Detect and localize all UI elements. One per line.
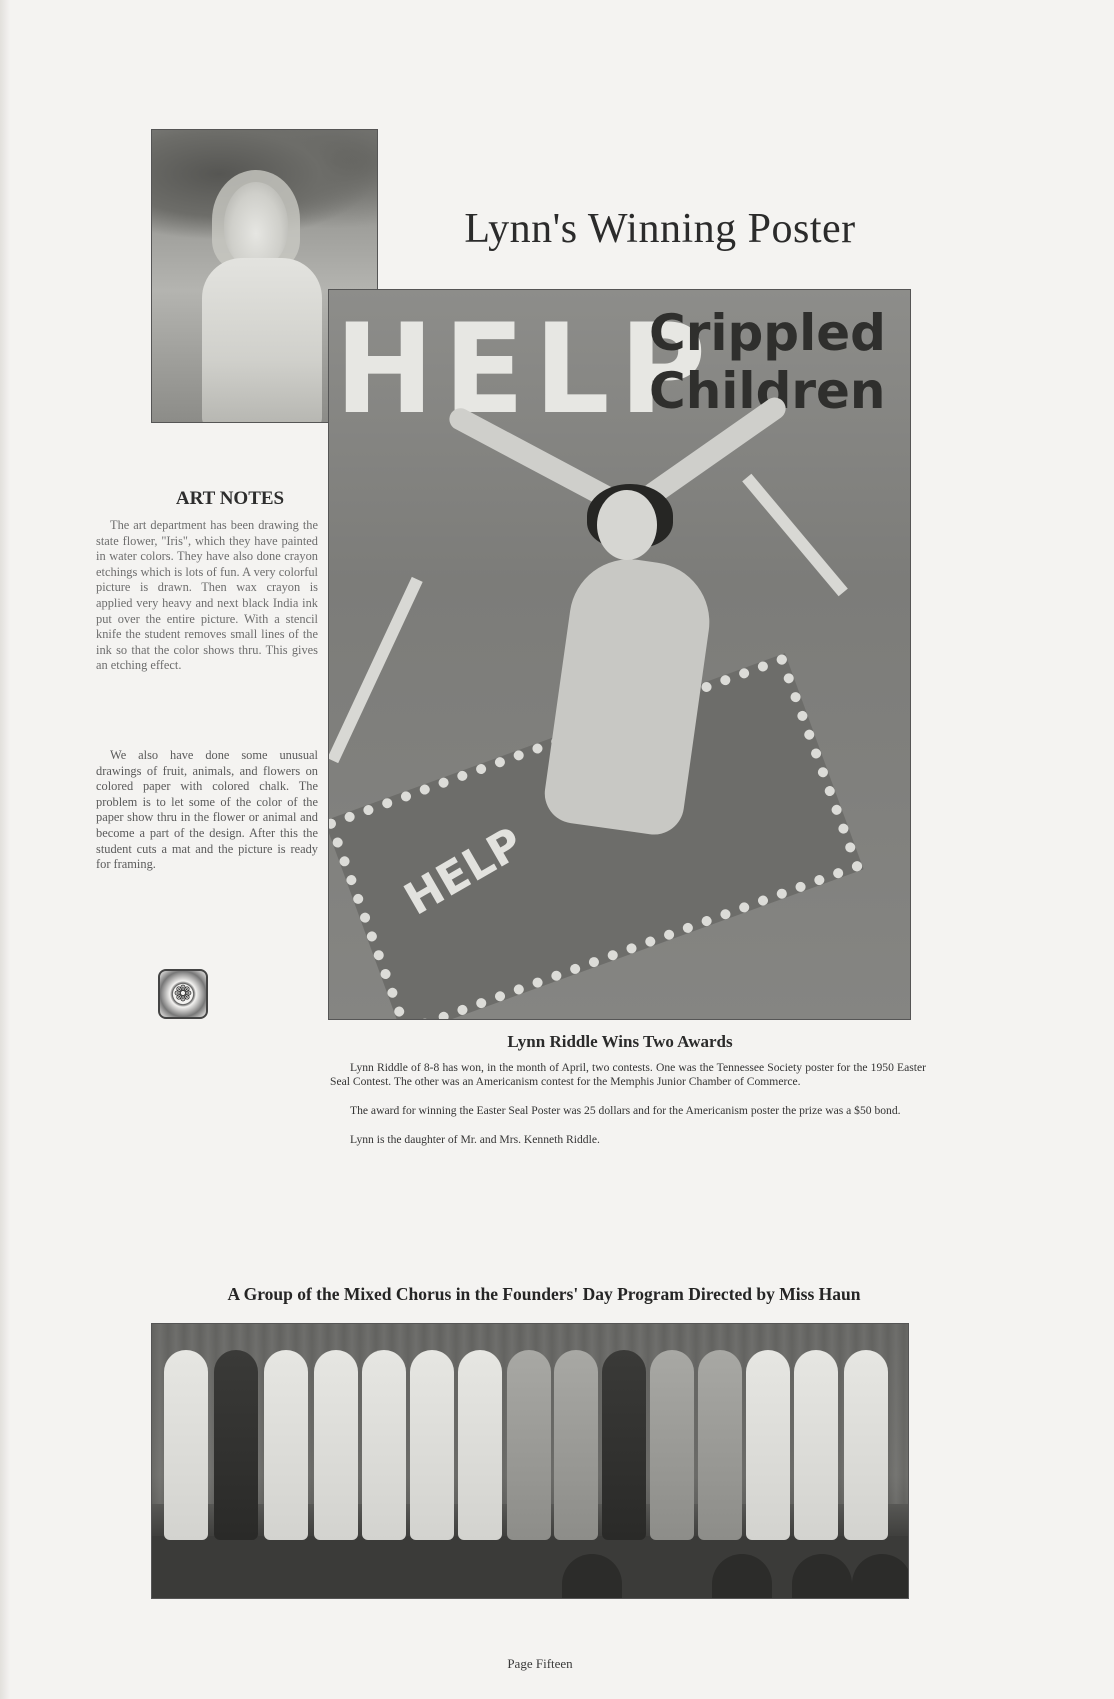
awards-title: Lynn Riddle Wins Two Awards xyxy=(507,1032,733,1051)
chorus-singer xyxy=(746,1350,790,1540)
crutch-right xyxy=(742,474,848,597)
chorus-photo xyxy=(151,1323,909,1599)
poster-help-text: HELP xyxy=(335,296,717,442)
art-notes-paragraph: We also have done some unusual drawings of fruit, animals, and flowers on colored paper with colored chalk. The problem is to let some of the color of the paper show thru in the flower or animal and become a part of the design. After this the student cuts a mat and the picture is ready for framing. xyxy=(96,748,318,872)
photo-subject-body xyxy=(202,258,322,423)
art-notes-title: ART NOTES xyxy=(175,488,285,509)
page-edge xyxy=(0,0,10,1699)
poster-children-text: Children xyxy=(649,362,886,420)
chorus-singer xyxy=(844,1350,888,1540)
chorus-singer xyxy=(314,1350,358,1540)
awards-paragraph: The award for winning the Easter Seal Poster was 25 dollars and for the Americanism poster the prize was a $50 bond. xyxy=(350,1104,901,1117)
awards-paragraph: Lynn Riddle of 8-8 has won, in the month of April, two contests. One was the Tennessee Society poster for the 1950 Easter Seal Contest. The other was an Americanism contest for the Memphis Junior Chamber of Commerce. xyxy=(330,1061,926,1089)
page-headline: Lynn's Winning Poster xyxy=(464,206,856,252)
poster-crippled-text: Crippled xyxy=(649,304,886,362)
chorus-singer xyxy=(362,1350,406,1540)
ornament-icon: ❁ xyxy=(158,969,208,1019)
chorus-singer xyxy=(794,1350,838,1540)
photo-subject-head xyxy=(224,182,288,268)
chorus-singer xyxy=(214,1350,258,1540)
figure-head xyxy=(597,490,657,560)
chorus-singer xyxy=(602,1350,646,1540)
chorus-singer xyxy=(554,1350,598,1540)
chorus-singer xyxy=(410,1350,454,1540)
chorus-singer xyxy=(164,1350,208,1540)
chorus-singer xyxy=(507,1350,551,1540)
chorus-singer xyxy=(650,1350,694,1540)
stamp-help-text: HELP xyxy=(396,817,532,926)
art-notes-paragraph: The art department has been drawing the state flower, "Iris", which they have painted in water colors. They have also done crayon etchings which is lots of fun. A very colorful picture is drawn. Then wax crayon is applied very heavy and next black India ink put over the entire picture. With a stencil knife the student removes small lines of the ink so that the color shows thru. This gives an etching effect. xyxy=(96,518,318,673)
chorus-singer xyxy=(458,1350,502,1540)
chorus-singer xyxy=(698,1350,742,1540)
page-number: Page Fifteen xyxy=(507,1656,573,1671)
chorus-caption: A Group of the Mixed Chorus in the Founders' Day Program Directed by Miss Haun xyxy=(227,1284,861,1304)
awards-paragraph: Lynn is the daughter of Mr. and Mrs. Kenneth Riddle. xyxy=(350,1133,600,1146)
crutch-left xyxy=(328,577,423,763)
chorus-singer xyxy=(264,1350,308,1540)
poster-photo xyxy=(328,289,911,1020)
